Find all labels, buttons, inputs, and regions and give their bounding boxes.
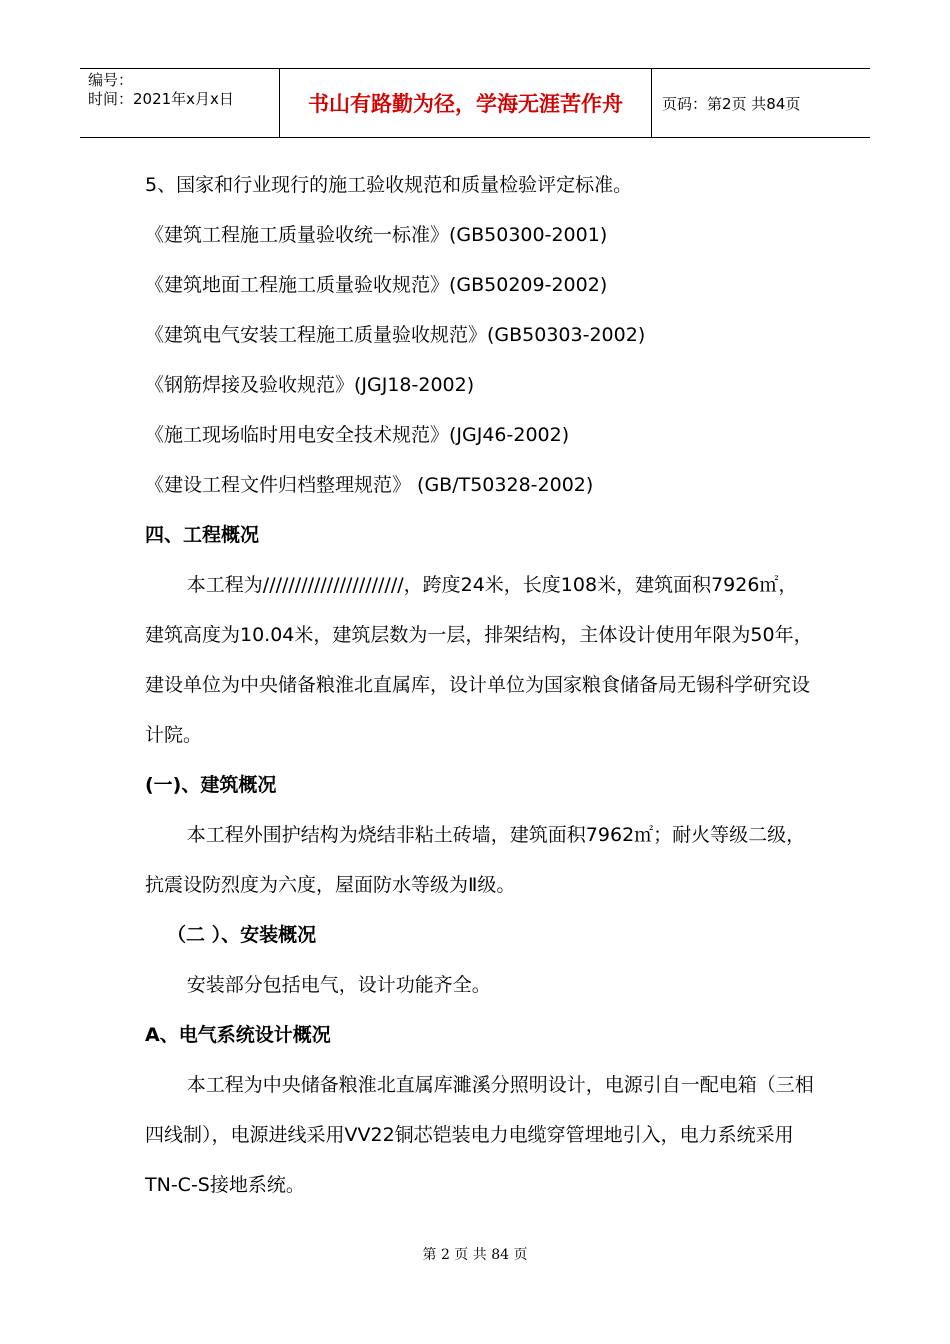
standard-item: 《施工现场临时用电安全技术规范》(JGJ46-2002) (145, 424, 570, 446)
paragraph: 本工程外围护结构为烧结非粘土砖墙，建筑面积7962㎡；耐火等级二级，抗震设防烈度为六度，屋面防水等级为Ⅱ级。 (145, 824, 806, 896)
page-header (80, 68, 870, 138)
standard-item: 《建筑工程施工质量验收统一标准》(GB50300-2001) (145, 224, 608, 246)
page-footer: 第 2 页 共 84 页 (422, 1247, 528, 1263)
section-heading: 四、工程概况 (145, 524, 260, 546)
standard-item: 《建筑地面工程施工质量验收规范》(GB50209-2002) (145, 274, 608, 296)
document-body (145, 160, 815, 1210)
subsection-heading: A、电气系统设计概况 (145, 1024, 331, 1046)
paragraph: 本工程为//////////////////////，跨度24米，长度108米，建筑面积7926㎡，建筑高度为10.04米，建筑层数为一层，排架结构，主体设计使用年限为50年，建设单位为中央储备粮淮北直属库，设计单位为国家粮食储备局无锡科学研究设计院。 (145, 574, 813, 746)
time-label: 时间：2021年x月x日 (88, 90, 234, 108)
header-motto: 书山有路勤为径，学海无涯苦作舟 (280, 69, 652, 137)
standard-item: 《钢筋焊接及验收规范》(JGJ18-2002) (145, 374, 475, 396)
paragraph: 安装部分包括电气，设计功能齐全。 (186, 974, 491, 996)
body-line: 5、国家和行业现行的施工验收规范和质量检验评定标准。 (145, 174, 633, 196)
subsection-heading: （二 ）、安装概况 (167, 924, 317, 946)
standard-item: 《建设工程文件归档整理规范》 (GB/T50328-2002) (145, 474, 594, 496)
standard-item: 《建筑电气安装工程施工质量验收规范》(GB50303-2002) (145, 324, 646, 346)
header-meta (80, 69, 280, 137)
header-page-info: 页码：第2页 共84页 (662, 94, 801, 113)
subsection-heading: (一)、建筑概况 (145, 774, 277, 796)
number-label: 编号： (88, 71, 134, 89)
paragraph: 本工程为中央储备粮淮北直属库濉溪分照明设计，电源引自一配电箱（三相四线制），电源进线采用VV22铜芯铠装电力电缆穿管埋地引入，电力系统采用TN-C-S接地系统。 (145, 1074, 814, 1196)
